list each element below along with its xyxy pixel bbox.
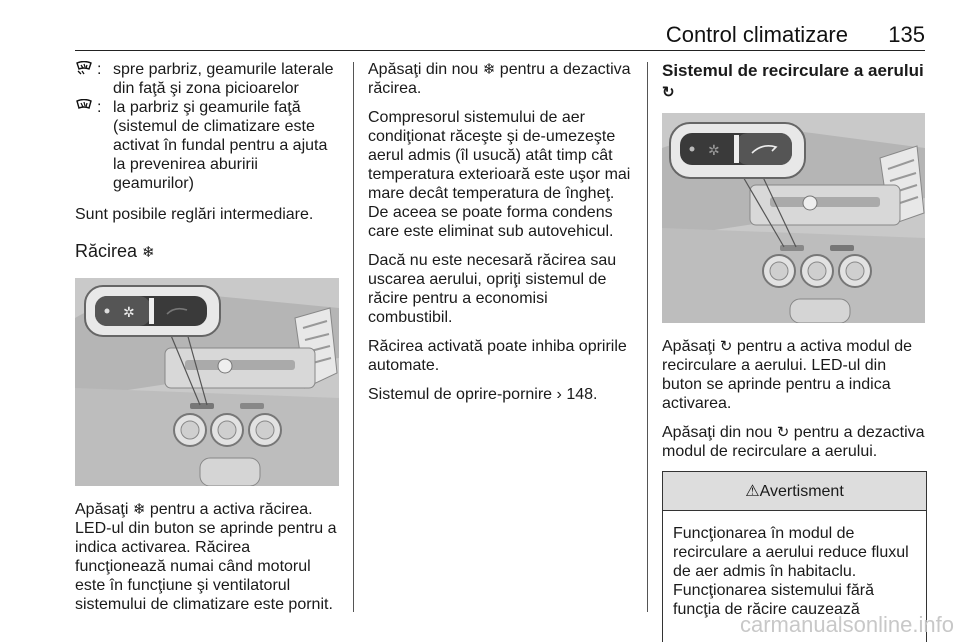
- warning-text: Funcţionarea în modul de recirculare a aerului reduce fluxul de aer admis în habitaclu. Funcţionarea sistemului fără funcţia de răcire cauzează: [673, 525, 909, 618]
- snowflake-icon: ❄: [482, 61, 496, 78]
- snowflake-icon: ❄: [142, 244, 155, 261]
- column-divider: [353, 62, 354, 612]
- economy-text: Dacă nu este necesară răcirea sau uscarea aerului, opriţi sistemul de răcire pentru a economisi combustibil.: [368, 252, 617, 326]
- recirculation-illustration: [662, 113, 925, 323]
- page-reference-link[interactable]: 148.: [566, 386, 598, 403]
- warning-header: [663, 472, 926, 511]
- recirculation-activate-text: Apăsaţi ↻ pentru a activa modul de recirculare a aerului. LED-ul din buton se aprinde pentru a indica activarea.: [662, 338, 913, 412]
- recirculation-icon: ↻: [662, 84, 675, 101]
- reference-arrow-icon: ›: [556, 386, 562, 403]
- cooling-illustration: [75, 278, 339, 486]
- column-1: [75, 60, 343, 624]
- legend-text: spre parbriz, geamurile laterale din faţă şi zona picioarelor: [113, 61, 334, 97]
- column-divider: [647, 62, 648, 612]
- page-header: [0, 0, 960, 52]
- page-number: 135: [888, 22, 925, 47]
- recirculation-deactivate-text: Apăsaţi din nou ↻ pentru a dezactiva modul de recirculare a aerului.: [662, 424, 925, 460]
- svg-text:✲: ✲: [123, 305, 135, 321]
- recirculation-icon: ↻: [776, 424, 790, 441]
- autostop-text: Răcirea activată poate inhiba opririle automate.: [368, 338, 627, 374]
- header-rule: [75, 50, 925, 51]
- defrost-windscreen-floor-icon: [75, 60, 97, 98]
- column-3: [662, 60, 927, 642]
- stop-start-reference: Sistemul de oprire-pornire › 148.: [368, 386, 598, 403]
- watermark: carmanualsonline.info: [739, 612, 954, 637]
- cooling-heading: Răcirea ❄: [75, 241, 155, 261]
- legend-item-windscreen: : la parbriz şi geamurile faţă (sistemul de climatizare este activat în fundal pentru a ajuta la prevenirea aburirii geamurilor): [75, 98, 343, 193]
- legend-item-windscreen-floor: : spre parbriz, geamurile laterale din faţă şi zona picioarelor: [75, 60, 343, 98]
- compressor-text: Compresorul sistemului de aer condiţionat răceşte şi de-umezeşte aerul admis (îl usucă) atât timp cât temperatura exterioară este uşor mai mare decât temperatura de îngheţ. De aceea se poate forma condens care este eliminat sub autovehicul.: [368, 109, 631, 240]
- snowflake-icon: ❄: [132, 501, 146, 518]
- warning-triangle-icon: ⚠: [745, 483, 760, 500]
- cooling-deactivate-text: Apăsaţi din nou ❄ pentru a dezactiva răcirea.: [368, 61, 631, 97]
- svg-text:✲: ✲: [708, 143, 720, 159]
- recirculation-icon: ↻: [719, 338, 733, 355]
- warning-title: Avertisment: [759, 483, 844, 500]
- intermediate-text: Sunt posibile reglări intermediare.: [75, 206, 314, 223]
- page-title: Control climatizare: [665, 22, 848, 47]
- recirculation-heading: Sistemul de recirculare a aerului ↻: [662, 61, 924, 101]
- column-2: [368, 60, 636, 414]
- defrost-windscreen-icon: [75, 98, 97, 193]
- legend-text: la parbriz şi geamurile faţă (sistemul de climatizare este activat în fundal pentru a ajuta la prevenirea aburirii geamurilor): [113, 99, 328, 192]
- cooling-description: Apăsaţi ❄ pentru a activa răcirea. LED-ul din buton se aprinde pentru a indica activarea. Răcirea funcţionează numai când motorul este în funcţiune şi ventilatorul sistemului de climatizare este pornit.: [75, 501, 337, 613]
